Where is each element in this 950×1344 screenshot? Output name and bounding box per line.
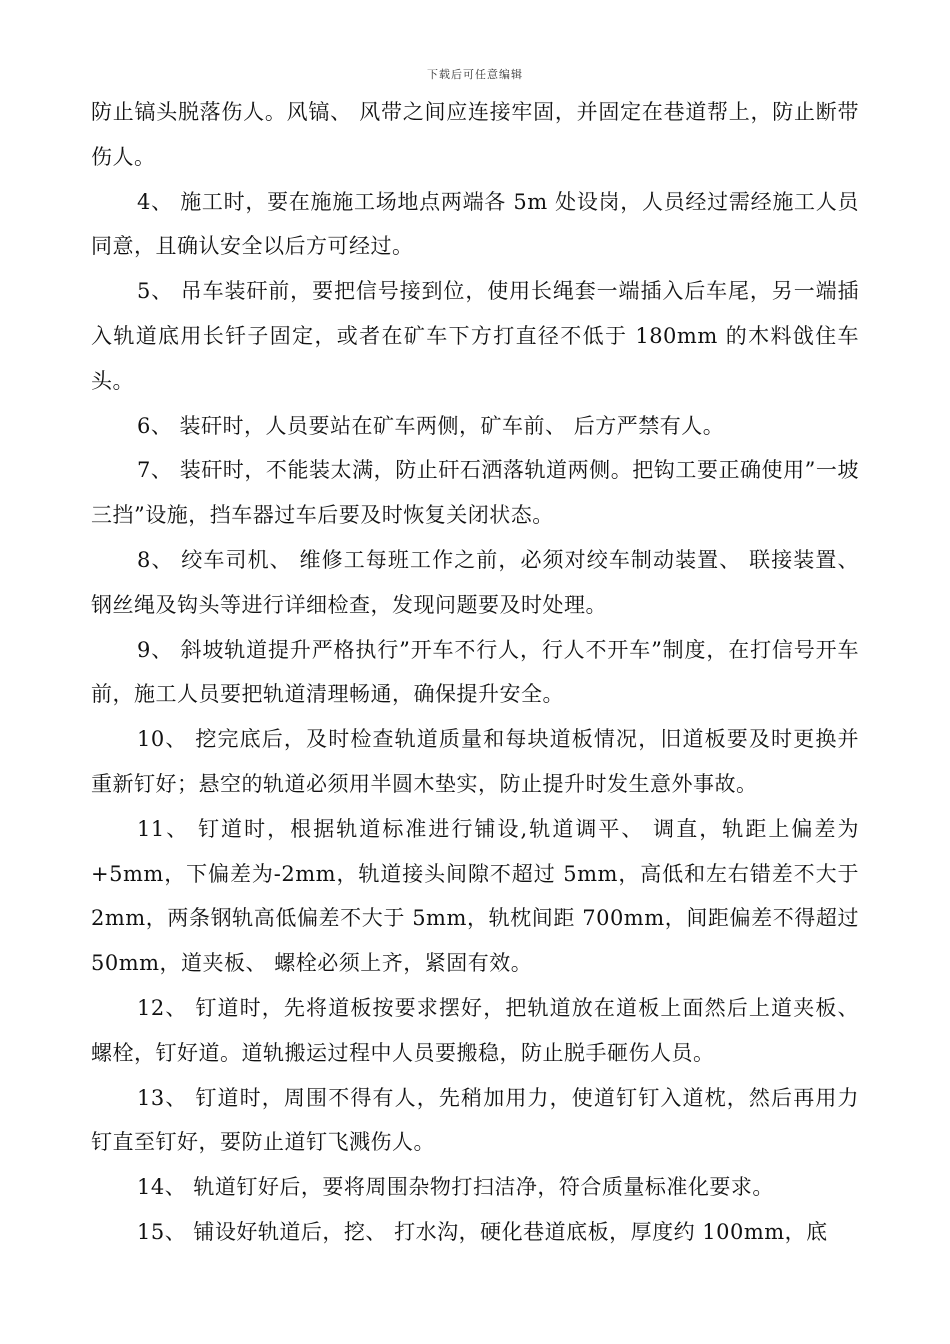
paragraph-item-11: 11、 钉道时，根据轨道标准进行铺设,轨道调平、 调直，轨距上偏差为+5mm，下偏差为-2mm，轨道接头间隙不超过 5mm，高低和左右错差不大于 2mm，两条钢轨高低偏差不大于 5mm，轨枕间距 700mm，间距偏差不得超过 50mm，道夹板、 螺栓必须上齐，紧固有效。 <box>91 816 859 976</box>
page-header: 下载后可任意编辑 <box>427 68 523 81</box>
document-body <box>91 90 859 1255</box>
paragraph-item-7: 7、 装矸时，不能装太满，防止矸石洒落轨道两侧。把钩工要正确使用”一坡三挡”设施，挡车器过车后要及时恢复关闭状态。 <box>91 458 859 528</box>
paragraph-item-6: 6、 装矸时，人员要站在矿车两侧，矿车前、 后方严禁有人。 <box>137 413 725 438</box>
paragraph-item-13: 13、 钉道时，周围不得有人，先稍加用力，使道钉钉入道枕，然后再用力钉直至钉好，要防止道钉飞溅伤人。 <box>91 1085 859 1155</box>
paragraph-item-15: 15、 铺设好轨道后，挖、 打水沟，硬化巷道底板，厚度约 100mm，底 <box>137 1219 828 1244</box>
paragraph-item-5: 5、 吊车装矸前，要把信号接到位，使用长绳套一端插入后车尾，另一端插入轨道底用长钎子固定，或者在矿车下方打直径不低于 180mm 的木料戗住车头。 <box>91 279 859 393</box>
paragraph-item-8: 8、 绞车司机、 维修工每班工作之前，必须对绞车制动装置、 联接装置、 钢丝绳及钩头等进行详细检查，发现问题要及时处理。 <box>91 547 859 617</box>
paragraph-continuation: 防止镐头脱落伤人。风镐、 风带之间应连接牢固，并固定在巷道帮上，防止断带伤人。 <box>91 100 859 169</box>
paragraph-item-10: 10、 挖完底后，及时检查轨道质量和每块道板情况，旧道板要及时更换并重新钉好；悬空的轨道必须用半圆木垫实，防止提升时发生意外事故。 <box>91 727 859 796</box>
paragraph-item-9: 9、 斜坡轨道提升严格执行”开车不行人，行人不开车”制度，在打信号开车前，施工人员要把轨道清理畅通，确保提升安全。 <box>91 637 859 707</box>
paragraph-item-12: 12、 钉道时，先将道板按要求摆好，把轨道放在道板上面然后上道夹板、 螺栓，钉好道。道轨搬运过程中人员要搬稳，防止脱手砸伤人员。 <box>91 995 859 1065</box>
paragraph-item-4: 4、 施工时，要在施施工场地点两端各 5m 处设岗，人员经过需经施工人员同意，且确认安全以后方可经过。 <box>91 189 859 259</box>
paragraph-item-14: 14、 轨道钉好后，要将周围杂物打扫洁净，符合质量标准化要求。 <box>137 1175 774 1200</box>
